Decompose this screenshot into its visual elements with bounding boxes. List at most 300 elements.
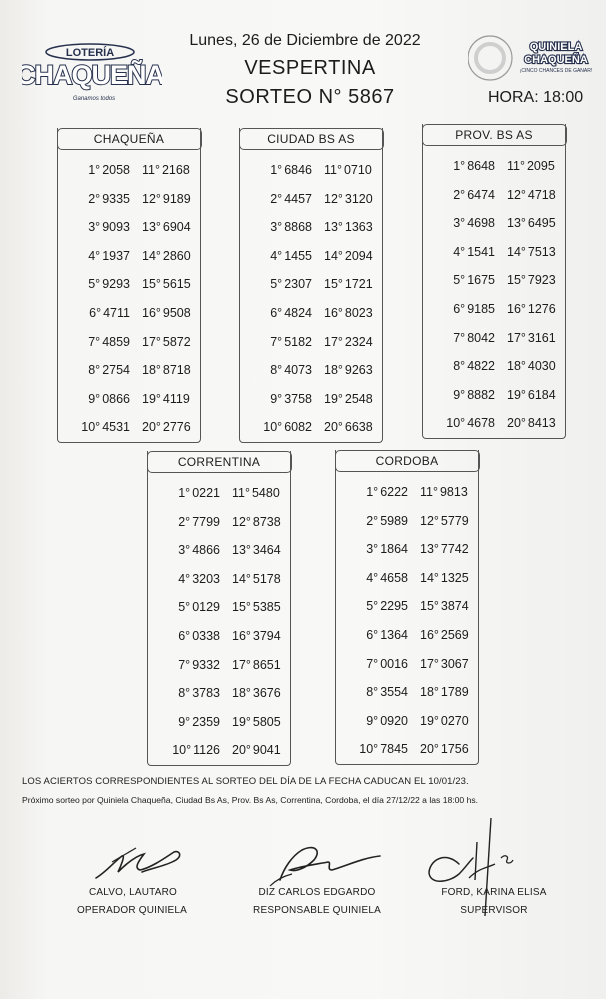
position: 15° xyxy=(142,277,161,292)
winning-number: 2168 xyxy=(161,163,190,177)
result-right xyxy=(507,181,575,210)
result-row xyxy=(148,565,290,594)
winning-number: 5805 xyxy=(252,714,281,729)
signatory-name: FORD, KARINA ELISA xyxy=(441,887,547,898)
winning-number: 4030 xyxy=(527,359,556,374)
result-left xyxy=(423,409,495,438)
winning-number: 7845 xyxy=(380,742,408,757)
result-left xyxy=(423,238,495,267)
position: 9° xyxy=(178,714,191,729)
result-row xyxy=(336,678,478,707)
result-right xyxy=(420,592,488,621)
position: 15° xyxy=(324,277,343,292)
position: 1° xyxy=(453,159,466,173)
winning-number: 1864 xyxy=(380,542,408,557)
position: 13° xyxy=(142,220,161,235)
result-row xyxy=(240,413,382,442)
result-right xyxy=(232,508,300,537)
result-right xyxy=(232,708,300,737)
winning-number: 8882 xyxy=(467,387,495,402)
svg-text:¡CINCO CHANCES DE GANAR!: ¡CINCO CHANCES DE GANAR! xyxy=(519,68,593,74)
result-row xyxy=(240,385,382,414)
winning-number: 9813 xyxy=(439,485,468,499)
result-right xyxy=(324,156,392,185)
position: 20° xyxy=(507,416,526,431)
result-left xyxy=(148,651,220,680)
result-left xyxy=(58,213,130,242)
result-row xyxy=(148,536,290,565)
position: 2° xyxy=(453,187,466,202)
result-right xyxy=(232,479,300,508)
result-left xyxy=(423,266,495,295)
position: 6° xyxy=(178,628,191,643)
position: 17° xyxy=(142,334,161,349)
svg-text:CHAQUEÑA: CHAQUEÑA xyxy=(524,54,588,66)
result-left xyxy=(58,356,130,385)
winning-number: 9189 xyxy=(162,191,191,206)
position: 16° xyxy=(142,305,161,320)
result-right xyxy=(324,328,392,357)
winning-number: 4073 xyxy=(284,363,312,378)
result-row xyxy=(240,270,382,299)
result-left xyxy=(240,328,312,357)
position: 5° xyxy=(178,600,191,615)
result-right xyxy=(324,213,392,242)
winning-number: 8868 xyxy=(284,220,312,235)
result-left xyxy=(336,678,408,707)
position: 11° xyxy=(142,163,160,177)
result-right xyxy=(142,385,210,414)
result-right xyxy=(420,478,488,507)
result-row xyxy=(336,478,478,507)
winning-number: 1756 xyxy=(440,742,469,757)
position: 4° xyxy=(366,570,379,585)
result-right xyxy=(507,266,575,295)
winning-number: 8738 xyxy=(252,514,281,529)
result-right xyxy=(420,621,488,650)
position: 13° xyxy=(507,216,526,231)
winning-number: 5779 xyxy=(440,513,469,528)
winning-number: 1789 xyxy=(440,685,469,700)
results-box-correntina xyxy=(147,451,291,766)
loteria-chaquena-logo xyxy=(22,42,162,112)
result-right xyxy=(232,536,300,565)
result-left xyxy=(423,209,495,238)
position: 6° xyxy=(270,305,283,320)
winning-number: 0710 xyxy=(343,163,372,177)
result-left xyxy=(423,181,495,210)
result-left xyxy=(336,478,408,507)
position: 3° xyxy=(88,220,101,235)
position: 10° xyxy=(446,416,466,431)
winning-number: 1937 xyxy=(102,248,130,263)
winning-number: 3794 xyxy=(252,628,281,643)
position: 8° xyxy=(453,359,466,374)
results-list xyxy=(148,473,290,765)
winning-number: 3554 xyxy=(380,685,408,700)
position: 5° xyxy=(88,277,101,292)
result-right xyxy=(420,650,488,679)
result-right xyxy=(232,593,300,622)
result-left xyxy=(336,621,408,650)
result-left xyxy=(58,385,130,414)
signatory-role: RESPONSABLE QUINIELA xyxy=(253,905,381,916)
position: 18° xyxy=(507,359,526,374)
result-left xyxy=(58,242,130,271)
winning-number: 3067 xyxy=(440,656,469,671)
result-left xyxy=(336,735,408,764)
winning-number: 0221 xyxy=(192,486,220,500)
position: 15° xyxy=(420,599,439,614)
signatory-role: OPERADOR QUINIELA xyxy=(76,905,188,916)
results-box-cordoba xyxy=(335,450,479,765)
results-box-prov-bs-as xyxy=(422,124,566,439)
winning-number: 1364 xyxy=(380,627,408,642)
result-row xyxy=(58,156,200,185)
winning-number: 5480 xyxy=(251,486,280,500)
result-row xyxy=(240,213,382,242)
position: 12° xyxy=(507,187,526,202)
result-right xyxy=(324,242,392,271)
position: 20° xyxy=(420,742,439,757)
winning-number: 1721 xyxy=(344,277,373,292)
box-title: CORRENTINA xyxy=(147,451,292,473)
result-left xyxy=(336,592,408,621)
winning-number: 4866 xyxy=(192,543,220,558)
result-right xyxy=(232,651,300,680)
result-row xyxy=(58,385,200,414)
winning-number: 4531 xyxy=(102,420,130,435)
next-draw-notice: Próximo sorteo por Quiniela Chaqueña, Ciudad Bs As, Prov. Bs As, Correntina, Cordoba, el día 27/12/22 a las 18:00 hs. xyxy=(22,795,479,805)
winning-number: 0016 xyxy=(380,656,408,671)
result-right xyxy=(420,535,488,564)
result-row xyxy=(423,409,565,438)
position: 12° xyxy=(420,513,439,528)
result-row xyxy=(148,708,290,737)
result-row xyxy=(58,356,200,385)
result-right xyxy=(232,565,300,594)
winning-number: 2569 xyxy=(440,627,469,642)
result-row xyxy=(58,242,200,271)
result-row xyxy=(58,299,200,328)
position: 1° xyxy=(88,163,101,177)
position: 15° xyxy=(232,600,251,615)
result-left xyxy=(148,565,220,594)
result-right xyxy=(142,328,210,357)
result-row xyxy=(58,213,200,242)
result-left xyxy=(148,708,220,737)
winning-number: 2095 xyxy=(526,159,555,173)
position: 16° xyxy=(324,305,343,320)
result-left xyxy=(423,381,495,410)
winning-number: 2548 xyxy=(344,391,373,406)
winning-number: 9332 xyxy=(192,657,220,672)
position: 2° xyxy=(366,513,379,528)
position: 12° xyxy=(142,191,161,206)
winning-number: 8413 xyxy=(527,416,556,431)
result-right xyxy=(232,622,300,651)
winning-number: 1276 xyxy=(527,301,556,316)
position: 1° xyxy=(178,486,191,500)
winning-number: 5385 xyxy=(252,600,281,615)
result-row xyxy=(148,679,290,708)
winning-number: 3783 xyxy=(192,686,220,701)
position: 14° xyxy=(142,248,161,263)
result-left xyxy=(148,508,220,537)
position: 7° xyxy=(178,657,191,672)
winning-number: 2324 xyxy=(344,334,373,349)
position: 5° xyxy=(270,277,283,292)
result-right xyxy=(324,185,392,214)
result-row xyxy=(423,324,565,353)
result-left xyxy=(336,507,408,536)
result-right xyxy=(420,507,488,536)
results-list xyxy=(240,150,382,442)
position: 3° xyxy=(270,220,283,235)
result-row xyxy=(336,564,478,593)
position: 7° xyxy=(366,656,379,671)
winning-number: 5615 xyxy=(162,277,191,292)
result-row xyxy=(240,328,382,357)
result-row xyxy=(240,356,382,385)
result-row xyxy=(423,352,565,381)
result-right xyxy=(507,381,575,410)
result-left xyxy=(423,352,495,381)
result-row xyxy=(336,592,478,621)
result-left xyxy=(58,270,130,299)
result-left xyxy=(148,679,220,708)
position: 10° xyxy=(172,743,192,758)
position: 8° xyxy=(366,685,379,700)
winning-number: 0338 xyxy=(192,628,220,643)
box-title: PROV. BS AS xyxy=(422,124,567,146)
winning-number: 3874 xyxy=(440,599,469,614)
result-right xyxy=(324,299,392,328)
result-left xyxy=(148,479,220,508)
position: 2° xyxy=(88,191,101,206)
position: 9° xyxy=(453,387,466,402)
winning-number: 1363 xyxy=(344,220,373,235)
result-right xyxy=(324,385,392,414)
winning-number: 2359 xyxy=(192,714,220,729)
result-row xyxy=(58,185,200,214)
position: 17° xyxy=(232,657,251,672)
result-left xyxy=(336,707,408,736)
position: 16° xyxy=(232,628,251,643)
svg-text:Ganamos todos: Ganamos todos xyxy=(72,96,116,102)
result-row xyxy=(58,413,200,442)
result-right xyxy=(324,413,392,442)
winning-number: 6222 xyxy=(380,485,408,499)
result-row xyxy=(423,238,565,267)
winning-number: 2776 xyxy=(162,420,191,435)
results-list xyxy=(58,150,200,442)
position: 4° xyxy=(270,248,283,263)
result-row xyxy=(336,621,478,650)
winning-number: 9041 xyxy=(252,743,281,758)
draw-time: HORA: 18:00 xyxy=(488,89,584,106)
draw-number: SORTEO N° 5867 xyxy=(225,86,395,108)
position: 7° xyxy=(270,334,283,349)
winning-number: 2307 xyxy=(284,277,312,292)
result-left xyxy=(58,299,130,328)
result-row xyxy=(148,593,290,622)
result-left xyxy=(148,622,220,651)
result-left xyxy=(423,295,495,324)
winning-number: 5178 xyxy=(252,571,281,586)
result-right xyxy=(142,270,210,299)
winning-number: 7799 xyxy=(192,514,220,529)
winning-number: 2295 xyxy=(380,599,408,614)
result-row xyxy=(148,651,290,680)
winning-number: 3758 xyxy=(284,391,312,406)
winning-number: 1675 xyxy=(467,273,495,288)
position: 11° xyxy=(507,159,525,173)
position: 19° xyxy=(142,391,161,406)
result-row xyxy=(423,181,565,210)
result-row xyxy=(58,270,200,299)
winning-number: 6184 xyxy=(527,387,556,402)
result-row xyxy=(336,735,478,764)
winning-number: 1126 xyxy=(193,743,220,758)
position: 6° xyxy=(453,301,466,316)
position: 18° xyxy=(232,686,251,701)
winning-number: 0866 xyxy=(102,391,130,406)
result-right xyxy=(507,209,575,238)
position: 3° xyxy=(178,543,191,558)
quiniela-chaquena-logo xyxy=(468,30,596,90)
result-right xyxy=(232,736,300,765)
winning-number: 4711 xyxy=(103,305,130,320)
result-row xyxy=(423,295,565,324)
result-left xyxy=(58,156,130,185)
results-list xyxy=(336,472,478,764)
winning-number: 4658 xyxy=(380,570,408,585)
result-right xyxy=(142,156,210,185)
result-left xyxy=(240,413,312,442)
winning-number: 7742 xyxy=(440,542,469,557)
winning-number: 9263 xyxy=(344,363,373,378)
result-row xyxy=(240,299,382,328)
winning-number: 3203 xyxy=(192,571,220,586)
result-row xyxy=(148,508,290,537)
position: 13° xyxy=(324,220,343,235)
winning-number: 2754 xyxy=(102,363,130,378)
result-left xyxy=(336,650,408,679)
position: 16° xyxy=(420,627,439,642)
result-row xyxy=(240,242,382,271)
winning-number: 2094 xyxy=(344,248,373,263)
position: 16° xyxy=(507,301,526,316)
winning-number: 3161 xyxy=(527,330,556,345)
signature-calvo xyxy=(92,842,192,887)
winning-number: 8042 xyxy=(467,330,495,345)
position: 9° xyxy=(270,391,283,406)
winning-number: 6474 xyxy=(467,187,495,202)
draw-date: Lunes, 26 de Diciembre de 2022 xyxy=(189,32,421,49)
box-title: CHAQUEÑA xyxy=(57,128,202,150)
svg-text:LOTERÍA: LOTERÍA xyxy=(65,47,115,59)
results-box-chaquena xyxy=(57,128,201,443)
winning-number: 2058 xyxy=(102,163,130,177)
svg-text:QUINIELA: QUINIELA xyxy=(529,41,583,53)
position: 18° xyxy=(324,363,343,378)
result-right xyxy=(507,324,575,353)
position: 19° xyxy=(324,391,343,406)
position: 20° xyxy=(232,743,251,758)
position: 11° xyxy=(232,486,250,500)
position: 18° xyxy=(420,685,439,700)
position: 14° xyxy=(420,570,439,585)
position: 17° xyxy=(324,334,343,349)
result-right xyxy=(142,185,210,214)
winning-number: 0920 xyxy=(380,713,408,728)
position: 19° xyxy=(232,714,251,729)
winning-number: 6082 xyxy=(284,420,312,435)
winning-number: 6846 xyxy=(284,163,312,177)
position: 11° xyxy=(324,163,342,177)
winning-number: 1455 xyxy=(284,248,312,263)
result-right xyxy=(507,352,575,381)
position: 17° xyxy=(420,656,439,671)
position: 17° xyxy=(507,330,526,345)
result-right xyxy=(420,735,488,764)
winning-number: 7513 xyxy=(527,244,556,259)
winning-number: 4119 xyxy=(162,391,190,406)
result-right xyxy=(420,678,488,707)
result-right xyxy=(507,295,575,324)
winning-number: 8651 xyxy=(252,657,281,672)
result-row xyxy=(148,622,290,651)
winning-number: 7923 xyxy=(527,273,556,288)
position: 18° xyxy=(142,363,161,378)
result-left xyxy=(148,536,220,565)
winning-number: 9508 xyxy=(162,305,191,320)
position: 13° xyxy=(420,542,439,557)
result-right xyxy=(420,564,488,593)
position: 7° xyxy=(88,334,101,349)
winning-number: 1325 xyxy=(440,570,469,585)
winning-number: 9093 xyxy=(102,220,130,235)
result-right xyxy=(142,213,210,242)
position: 4° xyxy=(178,571,191,586)
result-right xyxy=(142,242,210,271)
result-row xyxy=(148,736,290,765)
result-row xyxy=(336,507,478,536)
winning-number: 0270 xyxy=(440,713,469,728)
result-left xyxy=(58,328,130,357)
result-left xyxy=(240,156,312,185)
position: 10° xyxy=(359,742,379,757)
position: 6° xyxy=(366,627,379,642)
position: 9° xyxy=(366,713,379,728)
winning-number: 9335 xyxy=(102,191,130,206)
result-left xyxy=(240,270,312,299)
result-right xyxy=(142,299,210,328)
result-left xyxy=(58,413,130,442)
result-right xyxy=(142,356,210,385)
signatory-name: DIZ CARLOS EDGARDO xyxy=(258,887,376,898)
position: 7° xyxy=(453,330,466,345)
position: 13° xyxy=(232,543,251,558)
result-left xyxy=(423,152,495,181)
position: 14° xyxy=(232,571,251,586)
position: 8° xyxy=(178,686,191,701)
position: 4° xyxy=(453,244,466,259)
position: 2° xyxy=(270,191,283,206)
winning-number: 2860 xyxy=(162,248,191,263)
position: 4° xyxy=(88,248,101,263)
